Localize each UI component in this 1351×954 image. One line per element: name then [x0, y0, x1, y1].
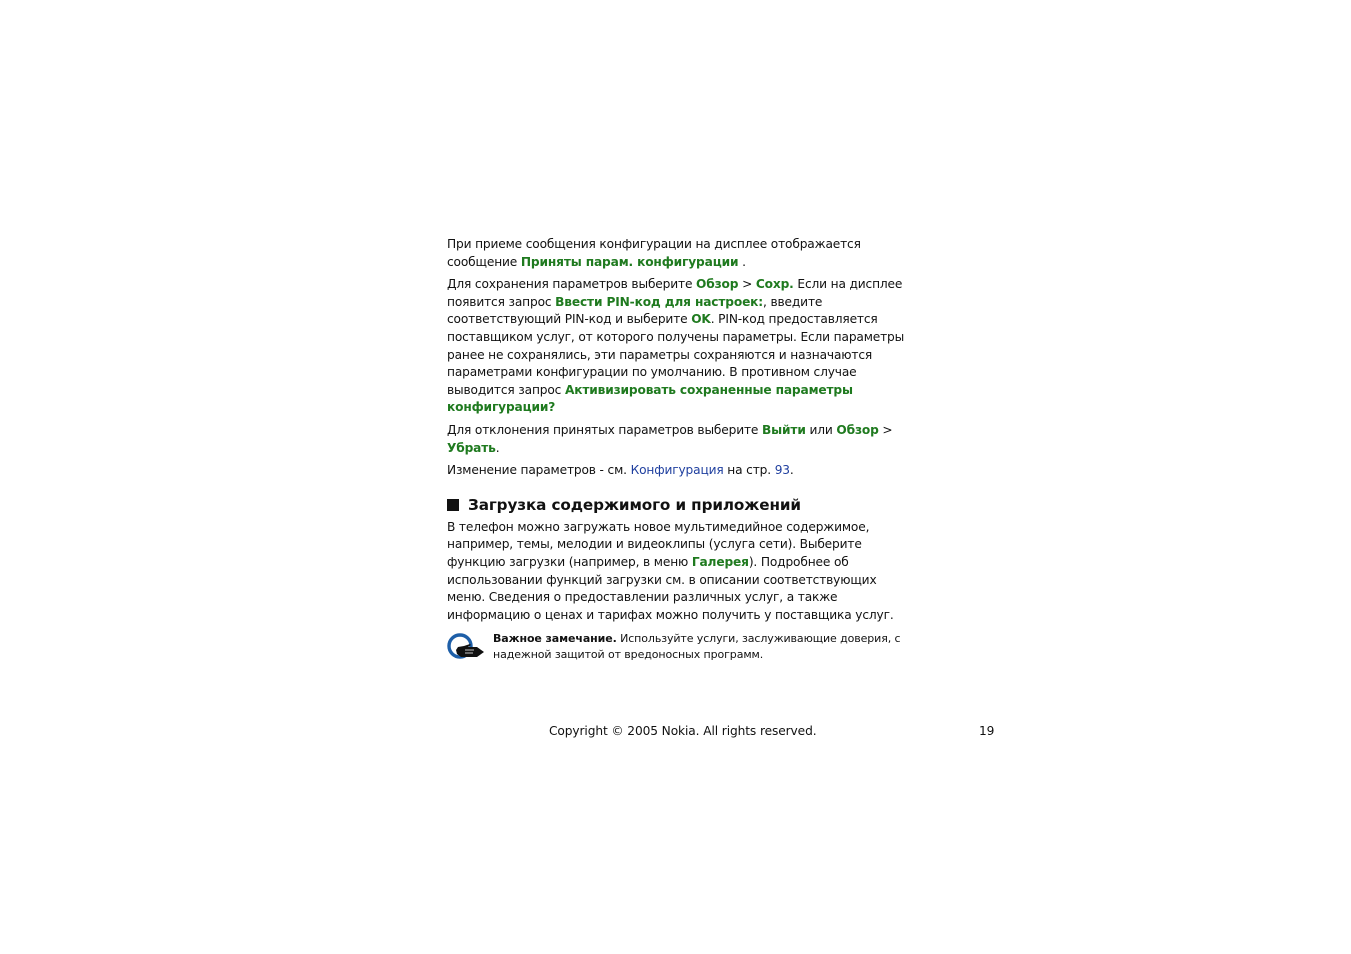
- note-label: Важное замечание.: [493, 632, 617, 646]
- paragraph-save-settings: [447, 276, 905, 417]
- highlight-save: Сохр.: [755, 277, 794, 292]
- section-heading-text: Загрузка содержимого и приложений: [468, 495, 801, 514]
- section-heading: [447, 495, 905, 515]
- highlight-enter-pin: Ввести PIN-код для настроек:: [555, 294, 764, 309]
- page-number: 19: [979, 724, 995, 738]
- paragraph-text: . PIN-код предоставляется поставщиком услуг, от которого получены параметры. Если параметры ранее не сохранялись, эти параметры сохраняются и назначаются параметрами конфигурации по умолчанию. В противном случае выводится запрос: [447, 312, 905, 397]
- paragraph-text: Если на дисплее появится запрос: [447, 277, 903, 309]
- paragraph-text: При приеме сообщения конфигурации на дисплее отображается сообщение: [447, 237, 861, 269]
- highlight-remove: Убрать: [447, 440, 496, 455]
- paragraph-text: .: [738, 254, 746, 269]
- highlight-ok: OK: [691, 312, 711, 327]
- highlight-activate-saved: Активизировать сохраненные параметры конфигурации?: [447, 382, 853, 415]
- paragraph-text: на стр.: [723, 463, 775, 478]
- important-note-hand-icon: [447, 632, 485, 662]
- paragraph-text: В телефон можно загружать новое мультимедийное содержимое, например, темы, мелодии и видеоклипы (услуга сети). Выберите функцию загрузки (например, в меню: [447, 519, 870, 569]
- paragraph-text: Изменение параметров - см.: [447, 463, 631, 478]
- highlight-gallery: Галерея: [691, 554, 749, 569]
- important-note: [447, 631, 905, 663]
- paragraph-text: ). Подробнее об использовании функций загрузки см. в описании соответствующих меню. Сведения о предоставлении различных услуг, а также информацию о ценах и тарифах можно получить у поставщика услуг.: [447, 554, 894, 622]
- paragraph-downloads: [447, 519, 905, 625]
- copyright-text: Copyright © 2005 Nokia. All rights reserved.: [549, 724, 817, 738]
- paragraph-text: , введите соответствующий PIN-код и выберите: [447, 294, 823, 327]
- link-page-93[interactable]: 93: [774, 463, 790, 478]
- paragraph-text: .: [789, 463, 794, 478]
- link-configuration[interactable]: Конфигурация: [630, 463, 724, 478]
- highlight-view: Обзор: [836, 422, 879, 437]
- paragraph-change-settings: [447, 462, 905, 480]
- paragraph-text: Для отклонения принятых параметров выберите: [447, 422, 763, 437]
- paragraph-text: .: [495, 440, 500, 455]
- heading-square-icon: [447, 499, 459, 511]
- paragraph-config-message: [447, 236, 905, 271]
- paragraph-text: Для сохранения параметров выберите: [447, 277, 697, 292]
- paragraph-text: >: [738, 277, 756, 292]
- manual-page-content: [447, 236, 905, 663]
- highlight-exit: Выйти: [762, 422, 806, 437]
- paragraph-text: или: [805, 422, 837, 437]
- highlight-received-settings: Приняты парам. конфигурации: [520, 254, 739, 269]
- paragraph-reject-settings: [447, 422, 905, 457]
- paragraph-text: >: [878, 422, 893, 437]
- note-text: Используйте услуги, заслуживающие доверия, с надежной защитой от вредоносных программ.: [493, 632, 901, 662]
- highlight-view: Обзор: [696, 277, 739, 292]
